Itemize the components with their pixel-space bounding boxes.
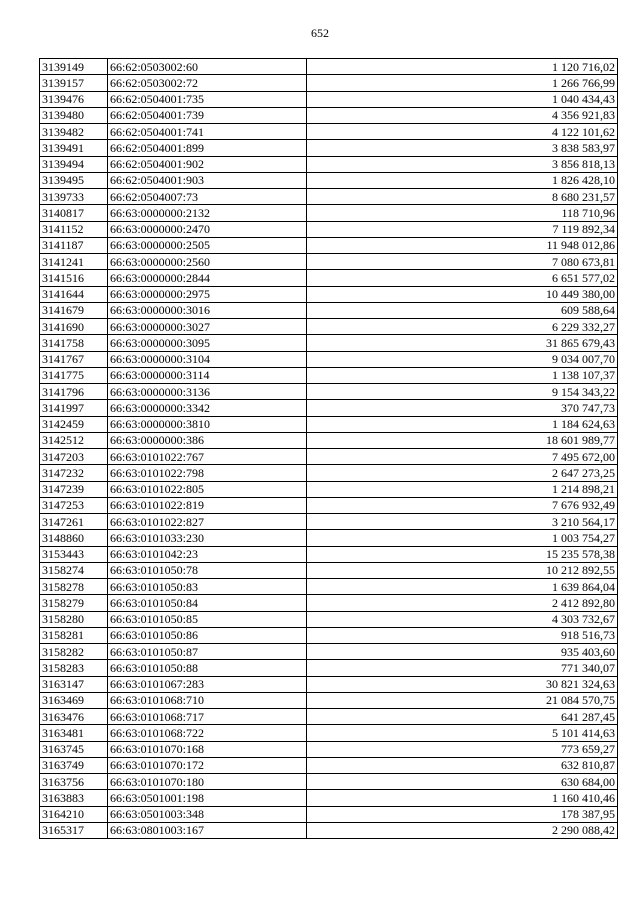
cadastral-number-cell: 66:63:0101068:710 [108, 692, 307, 708]
table-row [40, 497, 618, 513]
cadastral-value-cell: 6 651 577,02 [307, 270, 618, 286]
cadastral-value-cell: 641 287,45 [307, 709, 618, 725]
table-row [40, 562, 618, 578]
table-row [40, 579, 618, 595]
cadastral-number-cell: 66:63:0101067:283 [108, 676, 307, 692]
row-id-cell: 3139482 [40, 124, 108, 140]
cadastral-value-cell: 1 214 898,21 [307, 481, 618, 497]
cadastral-value-cell: 4 356 921,83 [307, 107, 618, 123]
table-row [40, 709, 618, 725]
cadastral-value-cell: 1 266 766,99 [307, 75, 618, 91]
table-row [40, 790, 618, 806]
cadastral-number-cell: 66:63:0000000:2470 [108, 221, 307, 237]
cadastral-number-cell: 66:63:0000000:2975 [108, 286, 307, 302]
cadastral-number-cell: 66:63:0000000:386 [108, 432, 307, 448]
row-id-cell: 3141758 [40, 335, 108, 351]
table-row [40, 530, 618, 546]
cadastral-number-cell: 66:63:0101050:84 [108, 595, 307, 611]
row-id-cell: 3163756 [40, 774, 108, 790]
cadastral-value-cell: 5 101 414,63 [307, 725, 618, 741]
table-row [40, 806, 618, 822]
cadastral-number-cell: 66:63:0000000:2132 [108, 205, 307, 221]
cadastral-number-cell: 66:63:0000000:2505 [108, 237, 307, 253]
table-row [40, 611, 618, 627]
cadastral-value-cell: 632 810,87 [307, 757, 618, 773]
row-id-cell: 3163481 [40, 725, 108, 741]
table-row [40, 221, 618, 237]
row-id-cell: 3139495 [40, 172, 108, 188]
row-id-cell: 3139476 [40, 91, 108, 107]
row-id-cell: 3147253 [40, 497, 108, 513]
table-row [40, 644, 618, 660]
row-id-cell: 3158278 [40, 579, 108, 595]
row-id-cell: 3158279 [40, 595, 108, 611]
cadastral-value-cell: 1 160 410,46 [307, 790, 618, 806]
cadastral-value-cell: 2 412 892,80 [307, 595, 618, 611]
cadastral-value-cell: 11 948 012,86 [307, 237, 618, 253]
cadastral-number-cell: 66:63:0101022:798 [108, 465, 307, 481]
table-row [40, 270, 618, 286]
cadastral-number-cell: 66:63:0501003:348 [108, 806, 307, 822]
cadastral-number-cell: 66:63:0101022:805 [108, 481, 307, 497]
row-id-cell: 3139494 [40, 156, 108, 172]
row-id-cell: 3142459 [40, 416, 108, 432]
row-id-cell: 3153443 [40, 546, 108, 562]
table-row [40, 416, 618, 432]
row-id-cell: 3141775 [40, 367, 108, 383]
cadastral-value-cell: 18 601 989,77 [307, 432, 618, 448]
cadastral-value-cell: 1 003 754,27 [307, 530, 618, 546]
cadastral-number-cell: 66:63:0101068:717 [108, 709, 307, 725]
cadastral-number-cell: 66:62:0503002:72 [108, 75, 307, 91]
cadastral-value-cell: 6 229 332,27 [307, 319, 618, 335]
cadastral-value-cell: 3 210 564,17 [307, 514, 618, 530]
row-id-cell: 3163745 [40, 741, 108, 757]
table-row [40, 432, 618, 448]
row-id-cell: 3141152 [40, 221, 108, 237]
table-row [40, 335, 618, 351]
table-row [40, 302, 618, 318]
table-row [40, 367, 618, 383]
cadastral-value-cell: 609 588,64 [307, 302, 618, 318]
cadastral-number-cell: 66:63:0101042:23 [108, 546, 307, 562]
cadastral-value-cell: 1 184 624,63 [307, 416, 618, 432]
table-row [40, 660, 618, 676]
cadastral-value-cell: 935 403,60 [307, 644, 618, 660]
table-body [40, 59, 618, 839]
row-id-cell: 3147232 [40, 465, 108, 481]
cadastral-value-cell: 7 119 892,34 [307, 221, 618, 237]
row-id-cell: 3165317 [40, 822, 108, 838]
cadastral-number-cell: 66:62:0503002:60 [108, 59, 307, 75]
cadastral-number-cell: 66:63:0101033:230 [108, 530, 307, 546]
row-id-cell: 3163476 [40, 709, 108, 725]
row-id-cell: 3141690 [40, 319, 108, 335]
row-id-cell: 3147203 [40, 449, 108, 465]
cadastral-value-cell: 1 120 716,02 [307, 59, 618, 75]
page-number: 652 [311, 26, 329, 40]
cadastral-value-cell: 118 710,96 [307, 205, 618, 221]
cadastral-number-cell: 66:63:0101050:78 [108, 562, 307, 578]
cadastral-number-cell: 66:63:0501001:198 [108, 790, 307, 806]
cadastral-value-cell: 7 495 672,00 [307, 449, 618, 465]
row-id-cell: 3141679 [40, 302, 108, 318]
row-id-cell: 3158283 [40, 660, 108, 676]
cadastral-value-cell: 178 387,95 [307, 806, 618, 822]
table-row [40, 595, 618, 611]
row-id-cell: 3158282 [40, 644, 108, 660]
cadastral-value-cell: 2 647 273,25 [307, 465, 618, 481]
cadastral-value-cell: 4 303 732,67 [307, 611, 618, 627]
table-row [40, 465, 618, 481]
cadastral-number-cell: 66:63:0101050:86 [108, 627, 307, 643]
row-id-cell: 3163749 [40, 757, 108, 773]
table-row [40, 546, 618, 562]
table-row [40, 189, 618, 205]
table-row [40, 205, 618, 221]
cadastral-value-cell: 7 676 932,49 [307, 497, 618, 513]
cadastral-number-cell: 66:63:0101070:168 [108, 741, 307, 757]
cadastral-number-cell: 66:62:0504001:739 [108, 107, 307, 123]
row-id-cell: 3148860 [40, 530, 108, 546]
row-id-cell: 3147239 [40, 481, 108, 497]
cadastral-value-cell: 1 826 428,10 [307, 172, 618, 188]
cadastral-number-cell: 66:63:0000000:3016 [108, 302, 307, 318]
cadastral-number-cell: 66:63:0101050:83 [108, 579, 307, 595]
table-row [40, 822, 618, 838]
cadastral-value-cell: 918 516,73 [307, 627, 618, 643]
table-row [40, 107, 618, 123]
cadastral-number-cell: 66:63:0000000:3095 [108, 335, 307, 351]
table-row [40, 286, 618, 302]
row-id-cell: 3147261 [40, 514, 108, 530]
row-id-cell: 3139480 [40, 107, 108, 123]
table-row [40, 156, 618, 172]
cadastral-number-cell: 66:63:0000000:3136 [108, 384, 307, 400]
table-row [40, 692, 618, 708]
row-id-cell: 3164210 [40, 806, 108, 822]
row-id-cell: 3139149 [40, 59, 108, 75]
cadastral-value-cell: 9 154 343,22 [307, 384, 618, 400]
table-row [40, 676, 618, 692]
table-row [40, 172, 618, 188]
cadastral-value-cell: 10 212 892,55 [307, 562, 618, 578]
cadastral-value-cell: 21 084 570,75 [307, 692, 618, 708]
cadastral-value-cell: 4 122 101,62 [307, 124, 618, 140]
cadastral-number-cell: 66:63:0000000:3027 [108, 319, 307, 335]
cadastral-number-cell: 66:63:0101070:180 [108, 774, 307, 790]
table-row [40, 319, 618, 335]
table-row [40, 140, 618, 156]
cadastral-number-cell: 66:63:0101070:172 [108, 757, 307, 773]
row-id-cell: 3139491 [40, 140, 108, 156]
cadastral-value-cell: 7 080 673,81 [307, 254, 618, 270]
cadastral-number-cell: 66:62:0504001:902 [108, 156, 307, 172]
cadastral-number-cell: 66:63:0000000:3104 [108, 351, 307, 367]
cadastral-number-cell: 66:63:0101050:87 [108, 644, 307, 660]
cadastral-number-cell: 66:63:0101068:722 [108, 725, 307, 741]
cadastral-value-table [39, 58, 618, 839]
row-id-cell: 3141644 [40, 286, 108, 302]
row-id-cell: 3142512 [40, 432, 108, 448]
table-row [40, 627, 618, 643]
row-id-cell: 3158274 [40, 562, 108, 578]
table-row [40, 449, 618, 465]
cadastral-number-cell: 66:63:0101022:819 [108, 497, 307, 513]
cadastral-number-cell: 66:63:0000000:3114 [108, 367, 307, 383]
table-row [40, 59, 618, 75]
cadastral-number-cell: 66:63:0000000:2560 [108, 254, 307, 270]
cadastral-number-cell: 66:63:0101022:767 [108, 449, 307, 465]
row-id-cell: 3141516 [40, 270, 108, 286]
table-row [40, 384, 618, 400]
table-row [40, 254, 618, 270]
table-row [40, 91, 618, 107]
cadastral-number-cell: 66:63:0000000:3342 [108, 400, 307, 416]
cadastral-value-cell: 1 040 434,43 [307, 91, 618, 107]
cadastral-value-cell: 370 747,73 [307, 400, 618, 416]
cadastral-value-cell: 2 290 088,42 [307, 822, 618, 838]
cadastral-number-cell: 66:63:0000000:3810 [108, 416, 307, 432]
table-row [40, 75, 618, 91]
row-id-cell: 3141796 [40, 384, 108, 400]
cadastral-number-cell: 66:63:0801003:167 [108, 822, 307, 838]
cadastral-value-cell: 30 821 324,63 [307, 676, 618, 692]
cadastral-value-cell: 773 659,27 [307, 741, 618, 757]
cadastral-number-cell: 66:62:0504001:903 [108, 172, 307, 188]
cadastral-number-cell: 66:63:0000000:2844 [108, 270, 307, 286]
table-row [40, 124, 618, 140]
row-id-cell: 3140817 [40, 205, 108, 221]
table-row [40, 237, 618, 253]
cadastral-value-cell: 3 856 818,13 [307, 156, 618, 172]
row-id-cell: 3158281 [40, 627, 108, 643]
row-id-cell: 3158280 [40, 611, 108, 627]
cadastral-value-cell: 3 838 583,97 [307, 140, 618, 156]
row-id-cell: 3141997 [40, 400, 108, 416]
row-id-cell: 3163883 [40, 790, 108, 806]
cadastral-value-cell: 10 449 380,00 [307, 286, 618, 302]
cadastral-value-cell: 771 340,07 [307, 660, 618, 676]
row-id-cell: 3163147 [40, 676, 108, 692]
table-row [40, 774, 618, 790]
row-id-cell: 3139157 [40, 75, 108, 91]
cadastral-value-cell: 1 138 107,37 [307, 367, 618, 383]
cadastral-number-cell: 66:63:0101050:88 [108, 660, 307, 676]
cadastral-number-cell: 66:63:0101022:827 [108, 514, 307, 530]
cadastral-number-cell: 66:62:0504007:73 [108, 189, 307, 205]
row-id-cell: 3163469 [40, 692, 108, 708]
cadastral-value-cell: 31 865 679,43 [307, 335, 618, 351]
table-row [40, 481, 618, 497]
table-row [40, 741, 618, 757]
cadastral-value-cell: 9 034 007,70 [307, 351, 618, 367]
table-row [40, 757, 618, 773]
table-row [40, 725, 618, 741]
cadastral-number-cell: 66:63:0101050:85 [108, 611, 307, 627]
row-id-cell: 3141767 [40, 351, 108, 367]
row-id-cell: 3141187 [40, 237, 108, 253]
table-row [40, 514, 618, 530]
cadastral-value-cell: 1 639 864,04 [307, 579, 618, 595]
cadastral-value-cell: 15 235 578,38 [307, 546, 618, 562]
table-row [40, 400, 618, 416]
row-id-cell: 3139733 [40, 189, 108, 205]
cadastral-number-cell: 66:62:0504001:735 [108, 91, 307, 107]
cadastral-number-cell: 66:62:0504001:741 [108, 124, 307, 140]
cadastral-value-cell: 630 684,00 [307, 774, 618, 790]
table-row [40, 351, 618, 367]
cadastral-value-cell: 8 680 231,57 [307, 189, 618, 205]
row-id-cell: 3141241 [40, 254, 108, 270]
cadastral-number-cell: 66:62:0504001:899 [108, 140, 307, 156]
